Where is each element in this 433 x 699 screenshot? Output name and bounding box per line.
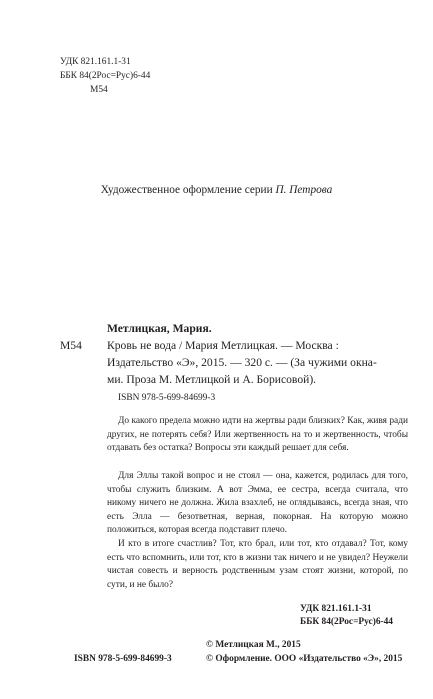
design-label: Художественное оформление серии <box>100 184 273 196</box>
bbk-top: ББК 84(2Рос=Рус)6-44 <box>60 71 151 81</box>
bib-line-2: Издательство «Э», 2015. — 320 с. — (За чужими окна- <box>107 356 377 369</box>
author-heading: Метлицкая, Мария. <box>107 322 212 335</box>
series-design-credit <box>0 183 433 197</box>
copyright-design: © Оформление. ООО «Издательство «Э», 2015 <box>206 654 403 664</box>
bib-line-3: ми. Проза М. Метлицкой и А. Борисовой). <box>107 373 317 386</box>
annotation-paragraph-1: До какого предела можно идти на жертвы ради близких? Как, живя ради других, не потерять себя? Или жертвенность на то и жертвенность, чтобы отдавать без остатка? Вопросы эти каждый решает для себя. <box>107 416 408 454</box>
isbn-footer: ISBN 978-5-699-84699-3 <box>74 654 172 664</box>
bbk-annotation: ББК 84(2Рос=Рус)6-44 <box>300 617 393 627</box>
annotation-paragraph-3: И кто в итоге счастлив? Тот, кто брал, или тот, кто отдавал? Тот, кому есть что вспомнить, или тот, кто в жизни так ничего и не увидел? Неужели чистая совесть и верность родственным узам стоят жизни, которой, по сути, и не было? <box>107 539 408 590</box>
author-mark: М54 <box>60 339 82 352</box>
isbn-record: ISBN 978-5-699-84699-3 <box>118 393 216 403</box>
author-mark-top: М54 <box>90 85 108 95</box>
designer-name: П. Петрова <box>275 184 333 196</box>
copyright-author: © Метлицкая М., 2015 <box>206 640 301 650</box>
udk-top: УДК 821.161.1-31 <box>60 57 131 67</box>
bib-line-1: Кровь не вода / Мария Метлицкая. — Москва : <box>107 339 339 352</box>
udk-annotation: УДК 821.161.1-31 <box>300 604 372 614</box>
annotation-paragraph-2: Для Эллы такой вопрос и не стоял — она, кажется, родилась для того, чтобы служить близким. А вот Эмма, ее сестра, всегда считала, что никому ничего не должна. Жила взахлеб, не оглядываясь, всегда зная, что есть Элла — безответная, верная, покорная. На которую можно положиться, которая всегда подставит плечо. <box>107 471 408 536</box>
